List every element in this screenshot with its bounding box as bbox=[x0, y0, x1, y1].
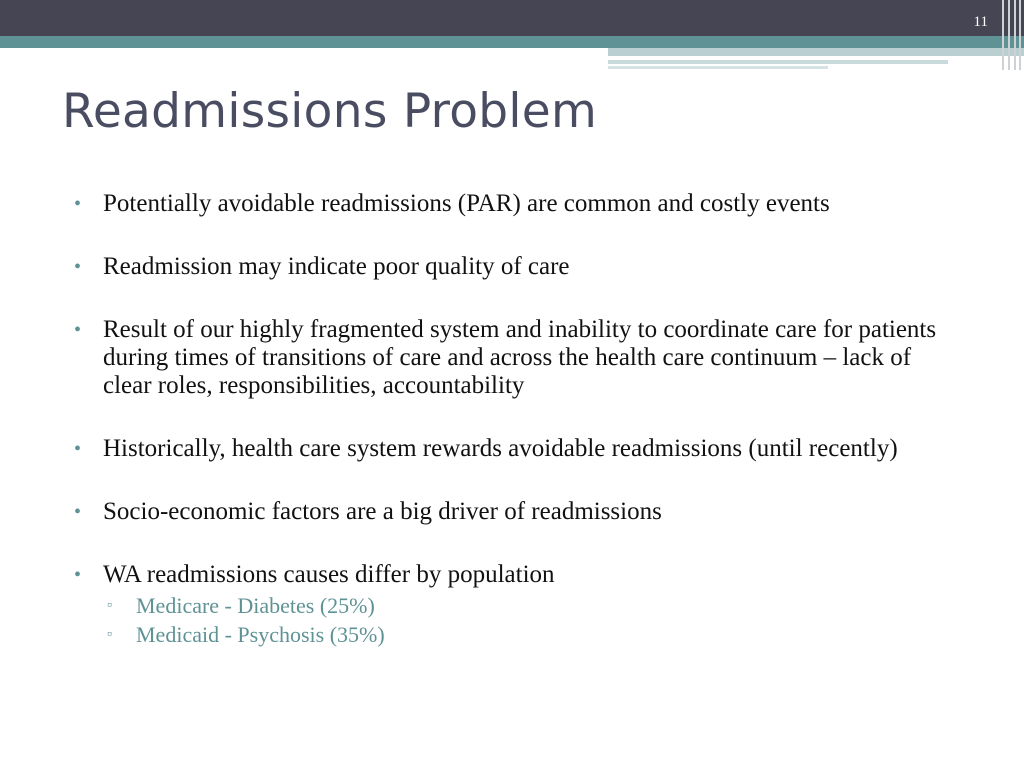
bullet-item bbox=[72, 435, 952, 463]
sub-bullet-item bbox=[103, 591, 952, 620]
bullet-text: Result of our highly fragmented system and inability to coordinate care for patients during times of transitions of care and across the health care continuum – lack of clear roles, responsibilities, accountability bbox=[103, 316, 937, 399]
bullet-text: Socio-economic factors are a big driver of readmissions bbox=[103, 498, 662, 525]
sub-bullet-item bbox=[103, 620, 952, 649]
bullet-text: Historically, health care system rewards avoidable readmissions (until recently) bbox=[103, 435, 898, 462]
decor-vertical-line bbox=[1014, 0, 1016, 70]
decor-vertical-line bbox=[1002, 0, 1004, 70]
bullet-item bbox=[72, 561, 952, 649]
decor-vertical-line bbox=[1008, 0, 1010, 70]
header-bar bbox=[0, 0, 1024, 36]
header-accent-band bbox=[0, 36, 1024, 48]
bullet-item bbox=[72, 498, 952, 526]
decor-vertical-line bbox=[1019, 0, 1021, 70]
bullet-text: Potentially avoidable readmissions (PAR) are common and costly events bbox=[103, 190, 830, 217]
header-decor-stripe bbox=[608, 60, 948, 64]
bullet-item bbox=[72, 316, 952, 400]
sub-bullet-list bbox=[103, 591, 952, 649]
slide-number: 11 bbox=[973, 14, 988, 30]
sub-bullet-text: Medicaid - Psychosis (35%) bbox=[136, 622, 385, 647]
header-decor-stripe bbox=[608, 48, 1024, 56]
bullet-text: WA readmissions causes differ by population bbox=[103, 561, 555, 588]
slide-title: Readmissions Problem bbox=[62, 84, 598, 139]
bullet-list bbox=[72, 190, 952, 649]
bullet-text: Readmission may indicate poor quality of care bbox=[103, 253, 570, 280]
sub-bullet-text: Medicare - Diabetes (25%) bbox=[136, 593, 375, 618]
bullet-item bbox=[72, 190, 952, 218]
header-decor-stripe bbox=[608, 66, 828, 69]
bullet-item bbox=[72, 253, 952, 281]
